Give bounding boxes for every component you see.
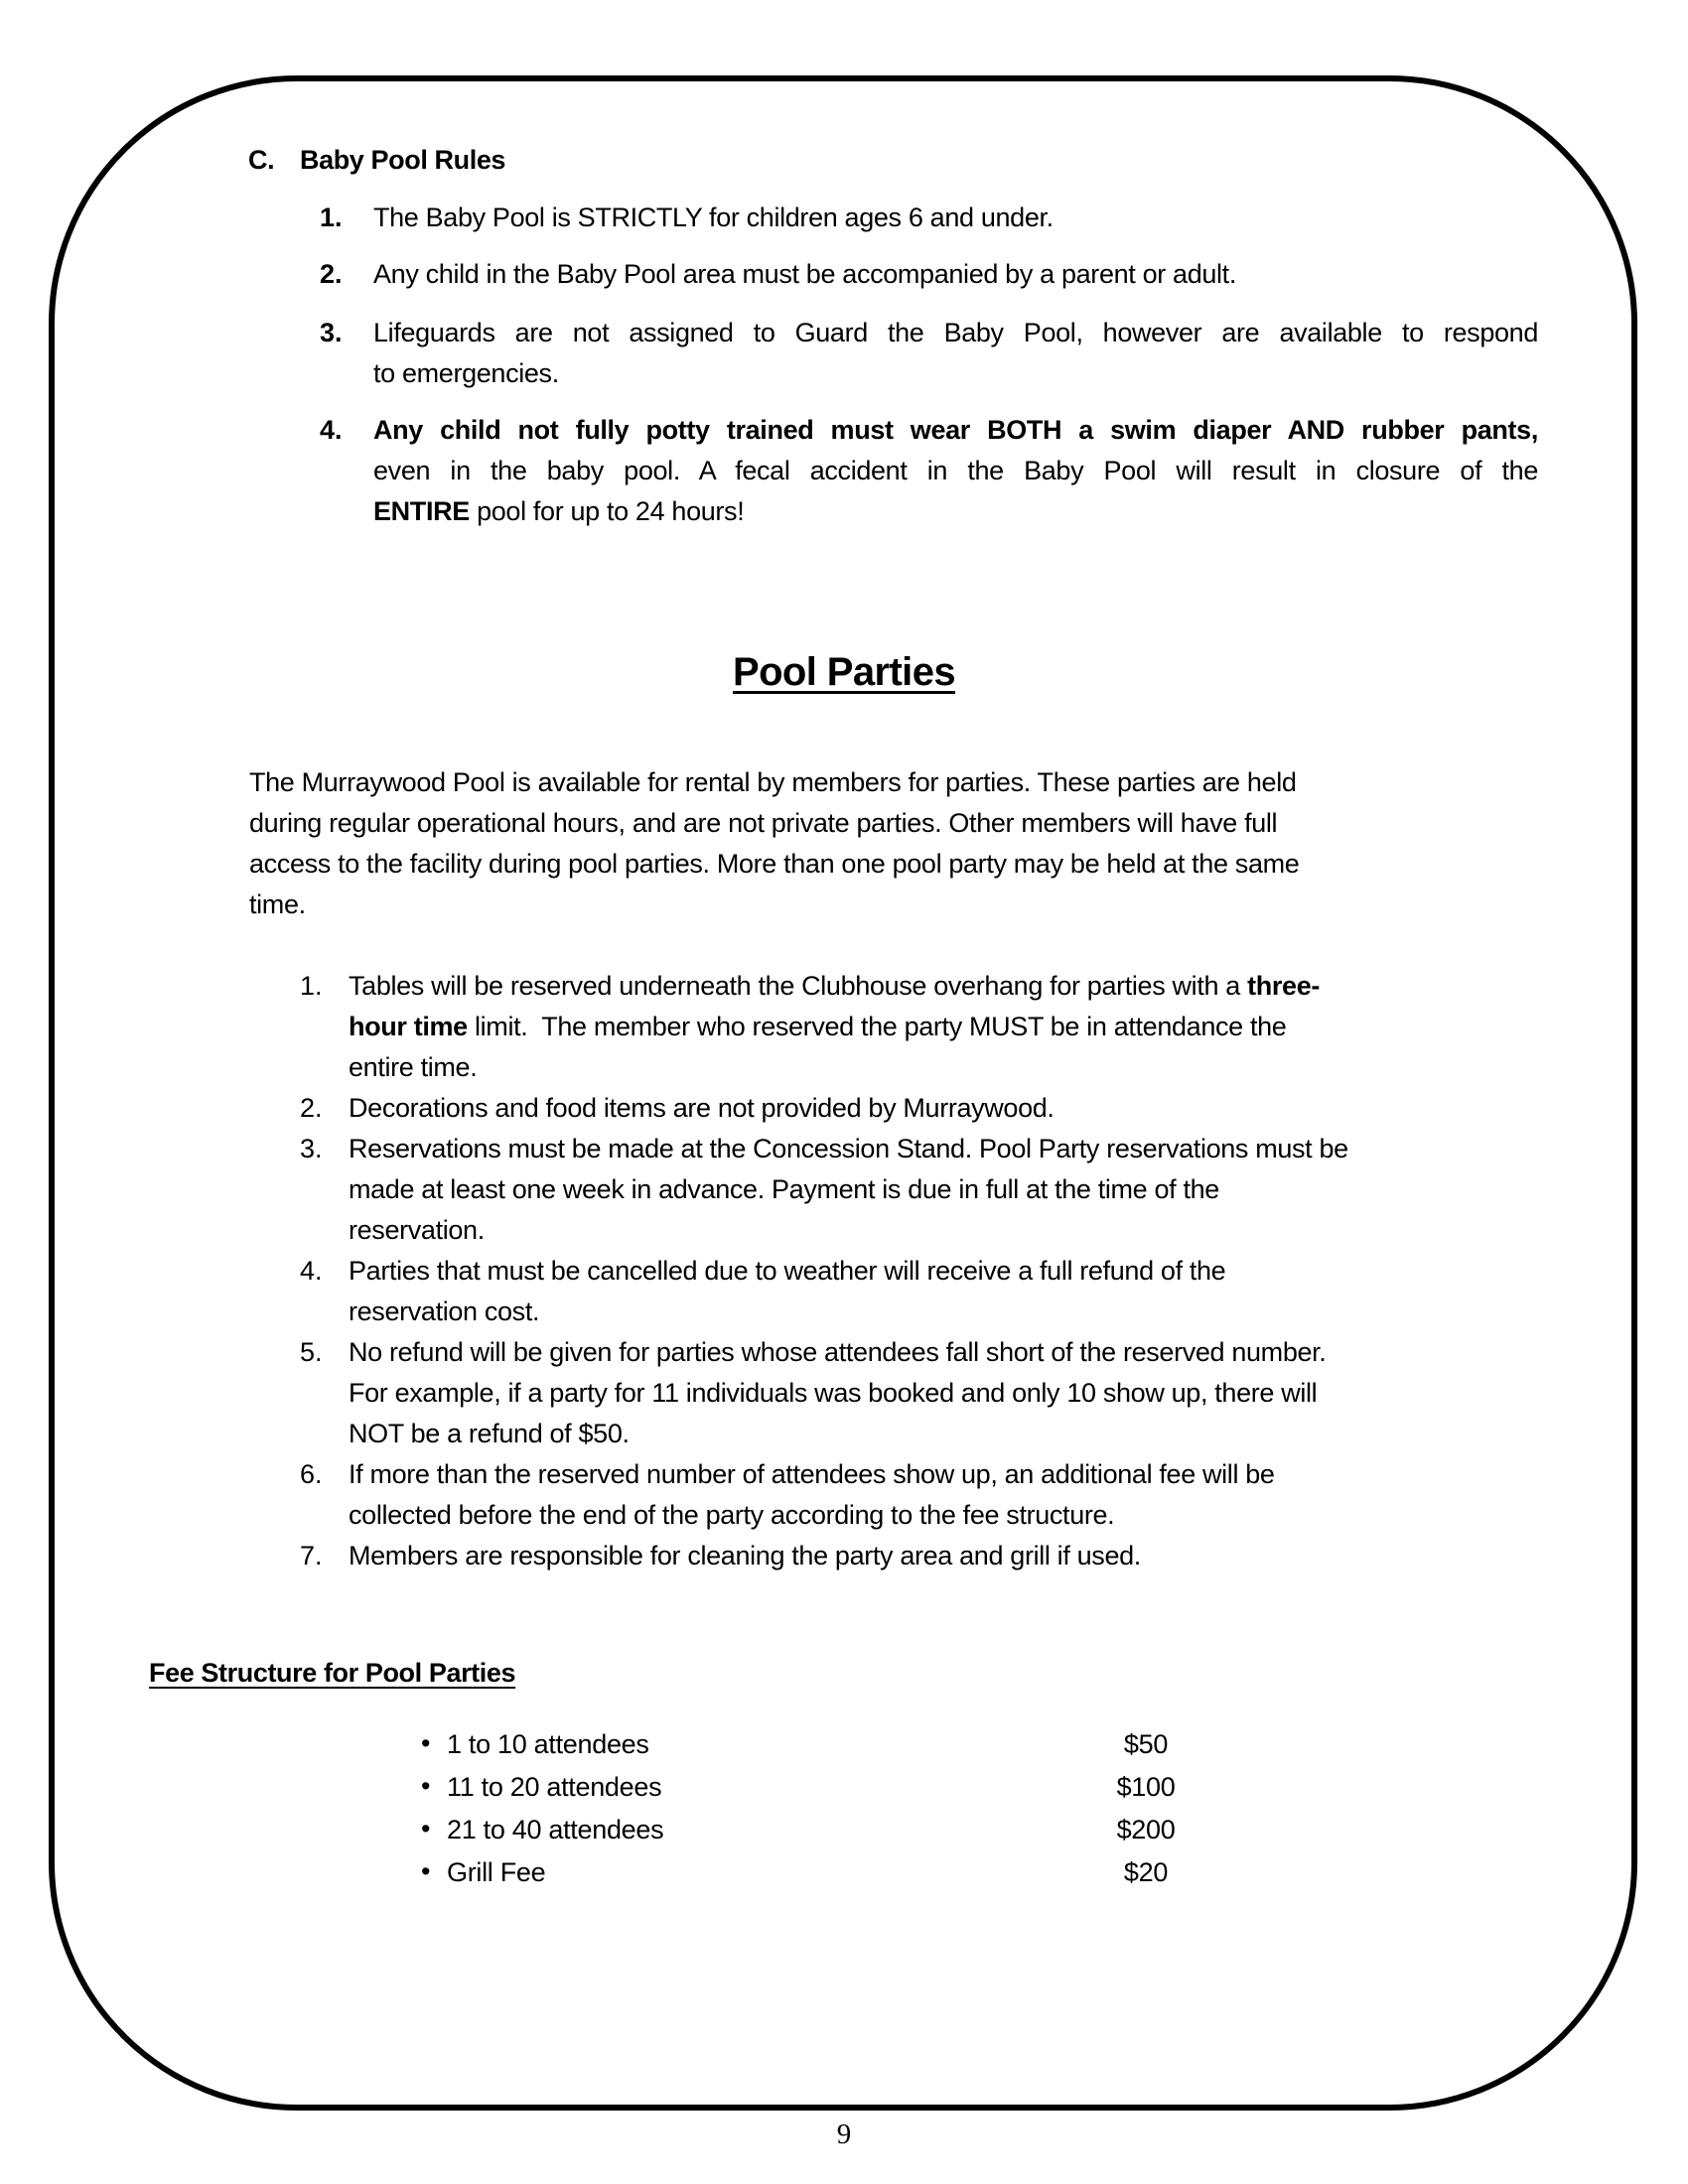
item-number: 3. bbox=[300, 1134, 323, 1163]
bullet-icon: • bbox=[421, 1814, 431, 1843]
fee-amount: $100 bbox=[1116, 1772, 1176, 1802]
fee-label: 1 to 10 attendees bbox=[447, 1729, 649, 1759]
rule-text-bold: Any child not fully potty trained must wear BOTH a swim diaper AND rubber pants, bbox=[373, 415, 1538, 445]
item-text: NOT be a refund of $50. bbox=[349, 1419, 630, 1448]
baby-pool-rules-heading bbox=[248, 145, 505, 176]
item-text: For example, if a party for 11 individuals was booked and only 10 show up, there will bbox=[349, 1378, 1318, 1408]
item-number: 1. bbox=[300, 971, 323, 1001]
item-number: 5. bbox=[300, 1337, 323, 1367]
title-text: Pool Parties bbox=[733, 650, 955, 694]
fee-structure-heading: Fee Structure for Pool Parties bbox=[149, 1658, 516, 1688]
fee-amount: $50 bbox=[1123, 1729, 1169, 1759]
item-number: 4. bbox=[300, 1256, 323, 1286]
paragraph-line: The Murraywood Pool is available for rental by members for parties. These parties are held bbox=[249, 767, 1297, 797]
paragraph-line: access to the facility during pool parties. More than one pool party may be held at the same bbox=[249, 849, 1300, 879]
fee-row bbox=[421, 1857, 1215, 1891]
item-number: 2. bbox=[300, 1093, 323, 1123]
paragraph-line: during regular operational hours, and are not private parties. Other members will have full bbox=[249, 808, 1278, 838]
section-title: Baby Pool Rules bbox=[300, 145, 506, 175]
rule-text: Lifeguards are not assigned to Guard the Baby Pool, however are available to respond bbox=[373, 318, 1538, 347]
section-label: C. bbox=[248, 145, 275, 175]
fee-label: 11 to 20 attendees bbox=[447, 1772, 662, 1802]
rule-text: to emergencies. bbox=[373, 358, 559, 388]
item-text: Decorations and food items are not provided by Murraywood. bbox=[349, 1093, 1055, 1123]
item-text: made at least one week in advance. Payment is due in full at the time of the bbox=[349, 1174, 1219, 1204]
item-text-part: Tables will be reserved underneath the Clubhouse overhang for parties with a bbox=[349, 971, 1248, 1001]
fee-row bbox=[421, 1729, 1215, 1763]
item-text bbox=[349, 1011, 1286, 1042]
emphasis-text: ENTIRE bbox=[373, 496, 470, 526]
item-text: reservation. bbox=[349, 1215, 485, 1245]
rule-text: The Baby Pool is STRICTLY for children ages 6 and under. bbox=[373, 203, 1054, 232]
item-text: Reservations must be made at the Concession Stand. Pool Party reservations must be bbox=[349, 1134, 1348, 1163]
item-text: If more than the reserved number of attendees show up, an additional fee will be bbox=[349, 1459, 1275, 1489]
fee-row bbox=[421, 1772, 1215, 1806]
item-text: reservation cost. bbox=[349, 1297, 540, 1326]
rule-text: Any child in the Baby Pool area must be accompanied by a parent or adult. bbox=[373, 259, 1236, 289]
item-text: Parties that must be cancelled due to weather will receive a full refund of the bbox=[349, 1256, 1226, 1286]
emphasis-text: hour time bbox=[349, 1012, 468, 1041]
page-number: 9 bbox=[836, 2118, 852, 2150]
item-text: collected before the end of the party according to the fee structure. bbox=[349, 1500, 1115, 1530]
item-number: 7. bbox=[300, 1541, 323, 1570]
rule-number: 1. bbox=[320, 203, 343, 232]
fee-label: 21 to 40 attendees bbox=[447, 1815, 664, 1844]
item-text: No refund will be given for parties whose attendees fall short of the reserved number. bbox=[349, 1337, 1327, 1367]
pool-parties-title bbox=[0, 650, 1688, 695]
rule-text-rest: pool for up to 24 hours! bbox=[469, 496, 745, 526]
item-text: Members are responsible for cleaning the party area and grill if used. bbox=[349, 1541, 1141, 1570]
paragraph-line: time. bbox=[249, 889, 306, 919]
rule-number: 3. bbox=[320, 318, 343, 347]
rule-text bbox=[373, 495, 744, 527]
fee-label: Grill Fee bbox=[447, 1857, 546, 1887]
fee-row bbox=[421, 1815, 1215, 1848]
bullet-icon: • bbox=[421, 1771, 431, 1801]
bullet-icon: • bbox=[421, 1728, 431, 1758]
item-text bbox=[349, 970, 1320, 1002]
fee-amount: $20 bbox=[1123, 1857, 1169, 1887]
bullet-icon: • bbox=[421, 1856, 431, 1886]
rule-text: even in the baby pool. A fecal accident in the Baby Pool will result in closure of the bbox=[373, 456, 1538, 485]
item-number: 6. bbox=[300, 1459, 323, 1489]
emphasis-text: three- bbox=[1247, 971, 1321, 1001]
fee-amount: $200 bbox=[1116, 1815, 1176, 1844]
rule-number: 4. bbox=[320, 415, 343, 445]
item-text: entire time. bbox=[349, 1052, 478, 1082]
item-text-part: limit. The member who reserved the party MUST be in attendance the bbox=[467, 1012, 1287, 1041]
rule-number: 2. bbox=[320, 259, 343, 289]
